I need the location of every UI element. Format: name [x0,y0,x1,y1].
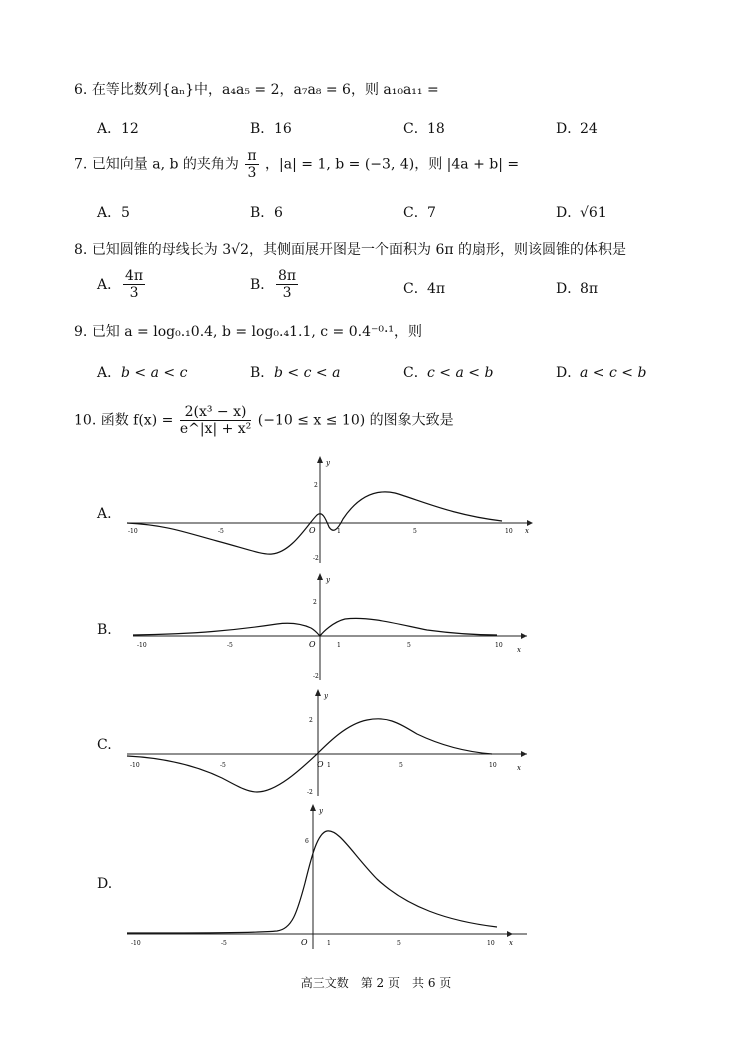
tick-label: 5 [397,940,401,947]
question-8-options [97,268,697,308]
option-b[interactable]: B．16 [250,121,292,137]
y-arrow [317,573,323,580]
question-text: 函数 f(x) = [100,412,174,429]
tick-label: 1 [337,528,341,535]
tick-label: -2 [313,555,319,562]
x-axis-label: x [517,646,521,654]
tick-label: -5 [221,940,227,947]
option-d[interactable]: D．24 [556,121,598,137]
question-text-cont: ，|a| = 1, b = (−3, 4)，则 |4a + b| = [265,156,520,173]
option-c[interactable]: C．18 [403,121,445,137]
question-7-options [97,202,697,224]
y-axis-label: y [326,576,330,584]
y-arrow [315,689,321,696]
x-arrow [527,520,533,526]
tick-label: 1 [327,762,331,769]
y-axis-label: y [326,459,330,467]
option-b[interactable]: B．b < c < a [250,365,341,381]
tick-label: -10 [128,528,138,535]
question-text: 已知向量 a, b 的夹角为 [91,156,239,173]
graph-b [97,572,537,682]
option-d[interactable]: D．a < c < b [556,365,647,381]
graph-a-label[interactable]: A. [97,506,112,522]
option-a[interactable]: A． $\frac{4\pi}{3}$ [97,268,144,301]
question-number: 6. [74,82,88,98]
tick-label: 5 [407,642,411,649]
graph-b-label[interactable]: B. [97,622,112,638]
tick-label: -5 [218,528,224,535]
y-arrow [317,456,323,463]
question-text-cont: (−10 ≤ x ≤ 10) 的图象大致是 [257,412,454,429]
tick-label: -10 [137,642,147,649]
question-number: 7. [74,156,88,173]
x-axis-label: x [517,764,521,772]
question-9-options [97,362,697,384]
question-text: 在等比数列{aₙ}中，a₄a₅ = 2，a₇a₈ = 6，则 a₁₀a₁₁ = [91,82,439,98]
tick-label: -2 [313,673,319,680]
question-8-stem [74,240,626,260]
tick-label: 10 [505,528,513,535]
question-10-stem [74,404,454,437]
option-c[interactable]: C．7 [403,205,436,221]
option-d[interactable]: D．8π [556,281,599,297]
origin-label: O [301,938,308,947]
option-a[interactable]: A．b < a < c [97,365,188,381]
x-axis-label: x [509,939,513,947]
tick-label: 6 [305,838,309,845]
tick-label: 10 [489,762,497,769]
tick-label: -5 [220,762,226,769]
question-text: 已知 a = log₀.₁0.4, b = log₀.₄1.1, c = 0.4⁻⁰·¹，则 [91,324,423,340]
page-footer: 高三文数 第 2 页 共 6 页 [300,976,452,990]
question-6-options [97,118,697,140]
curve [133,618,497,636]
option-a[interactable]: A．5 [97,205,130,221]
question-6-stem [74,80,439,100]
option-b[interactable]: B．6 [250,205,283,221]
tick-label: 10 [495,642,503,649]
tick-label: 1 [337,642,341,649]
tick-label: 5 [413,528,417,535]
fraction: $\frac{\text{2(x³ − x)}}{\text{e\textasciicircum{}|x| + x²}}$ [179,404,252,437]
tick-label: 1 [327,940,331,947]
graph-d-label[interactable]: D. [97,876,113,892]
question-number: 10. [74,412,97,429]
option-c[interactable]: C．c < a < b [403,365,494,381]
graph-a [97,455,537,565]
option-a[interactable]: A．12 [97,121,139,137]
tick-label: 2 [309,717,313,724]
option-b[interactable]: B． $\frac{8\pi}{3}$ [250,268,297,301]
graph-c-label[interactable]: C. [97,737,112,753]
graph-d [97,803,537,951]
x-arrow [507,931,513,937]
question-7-stem [74,148,519,181]
origin-label: O [309,640,316,649]
tick-label: 2 [313,599,317,606]
tick-label: 2 [314,482,318,489]
y-axis-label: y [324,692,328,700]
x-arrow [521,751,527,757]
tick-label: 10 [487,940,495,947]
curve [127,831,497,933]
tick-label: 5 [399,762,403,769]
question-number: 9. [74,324,88,340]
option-c[interactable]: C．4π [403,281,446,297]
question-text: 已知圆锥的母线长为 3√2，其侧面展开图是一个面积为 6π 的扇形，则该圆锥的体积是 [91,242,627,258]
tick-label: -5 [227,642,233,649]
x-arrow [521,633,527,639]
option-d[interactable]: D．√61 [556,205,607,221]
origin-label: O [309,526,316,535]
y-arrow [310,804,316,811]
graph-c [97,688,537,798]
curve [127,719,492,792]
tick-label: -10 [130,762,140,769]
origin-label: O [317,760,324,769]
tick-label: -2 [307,789,313,796]
question-number: 8. [74,242,88,258]
tick-label: -10 [131,940,141,947]
y-axis-label: y [319,807,323,815]
x-axis-label: x [525,527,529,535]
question-9-stem [74,322,422,342]
fraction: $\frac{\pi}{3}$ [247,148,257,181]
